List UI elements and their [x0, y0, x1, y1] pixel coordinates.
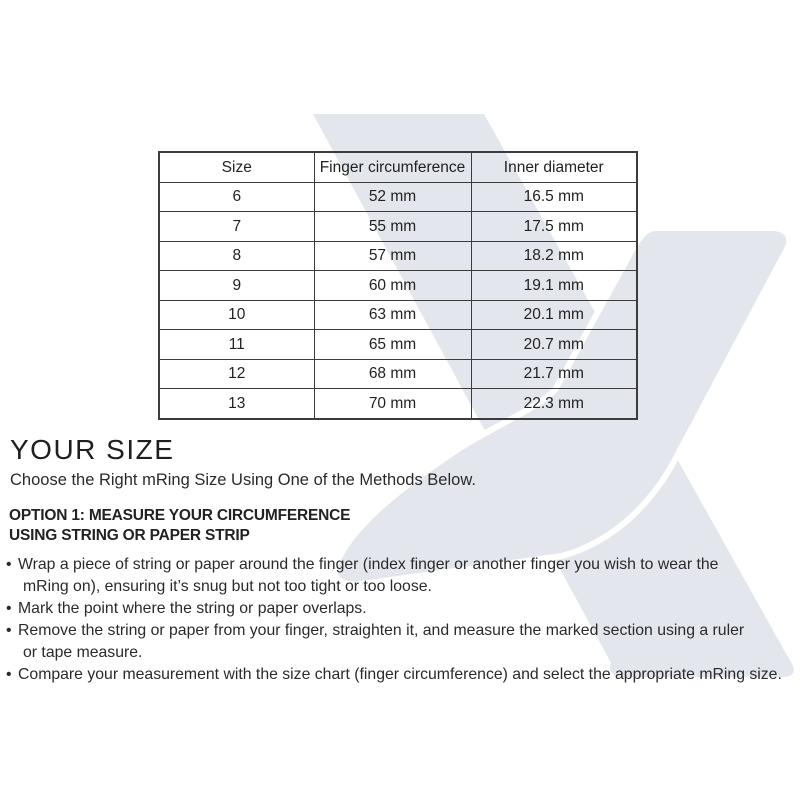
table-row: [159, 389, 637, 419]
ring-size-table: [158, 151, 638, 420]
table-row: [159, 212, 637, 242]
table-row: [159, 300, 637, 330]
diameter-cell: 19.1 mm: [471, 271, 637, 301]
circumference-cell: 57 mm: [314, 241, 471, 271]
step-compare-chart: • Compare your measurement with the size chart (finger circumference) and select the appropriate mRing size.: [6, 664, 800, 686]
option1-heading-line2: USING STRING OR PAPER STRIP: [9, 526, 250, 544]
sizing-instructions: [9, 435, 800, 686]
circumference-cell: 52 mm: [314, 182, 471, 212]
option1-heading: [9, 506, 800, 545]
circumference-cell: 68 mm: [314, 359, 471, 389]
table-row: [159, 359, 637, 389]
diameter-cell: 16.5 mm: [471, 182, 637, 212]
size-cell: 9: [159, 271, 314, 301]
col-header-inner-diameter: Inner diameter: [471, 152, 637, 182]
diameter-cell: 17.5 mm: [471, 212, 637, 242]
size-cell: 7: [159, 212, 314, 242]
size-cell: 10: [159, 300, 314, 330]
circumference-cell: 60 mm: [314, 271, 471, 301]
size-cell: 12: [159, 359, 314, 389]
circumference-cell: 55 mm: [314, 212, 471, 242]
diameter-cell: 22.3 mm: [471, 389, 637, 419]
size-cell: 6: [159, 182, 314, 212]
page-subtitle: Choose the Right mRing Size Using One of the Methods Below.: [10, 471, 476, 489]
step-wrap-string: • Wrap a piece of string or paper around the finger (index finger or another finger you wish to wear the mRing on), ensuring it’s snug but not too tight or too loose.: [6, 554, 800, 598]
circumference-cell: 70 mm: [314, 389, 471, 419]
step-remove-measure: • Remove the string or paper from your finger, straighten it, and measure the marked section using a ruler or tape measure.: [6, 620, 800, 664]
col-header-size: Size: [159, 152, 314, 182]
size-cell: 13: [159, 389, 314, 419]
diameter-cell: 21.7 mm: [471, 359, 637, 389]
page-title: YOUR SIZE: [10, 434, 175, 465]
measurement-steps-list: [6, 554, 800, 686]
diameter-cell: 20.1 mm: [471, 300, 637, 330]
table-row: [159, 241, 637, 271]
diameter-cell: 20.7 mm: [471, 330, 637, 360]
diameter-cell: 18.2 mm: [471, 241, 637, 271]
step-mark-point: • Mark the point where the string or paper overlaps.: [6, 598, 800, 620]
size-cell: 11: [159, 330, 314, 360]
table-row: [159, 182, 637, 212]
size-cell: 8: [159, 241, 314, 271]
circumference-cell: 63 mm: [314, 300, 471, 330]
col-header-finger-circumference: Finger circumference: [314, 152, 471, 182]
option1-heading-line1: OPTION 1: MEASURE YOUR CIRCUMFERENCE: [9, 507, 351, 524]
table-row: [159, 330, 637, 360]
table-row: [159, 271, 637, 301]
circumference-cell: 65 mm: [314, 330, 471, 360]
table-header-row: [159, 152, 637, 182]
